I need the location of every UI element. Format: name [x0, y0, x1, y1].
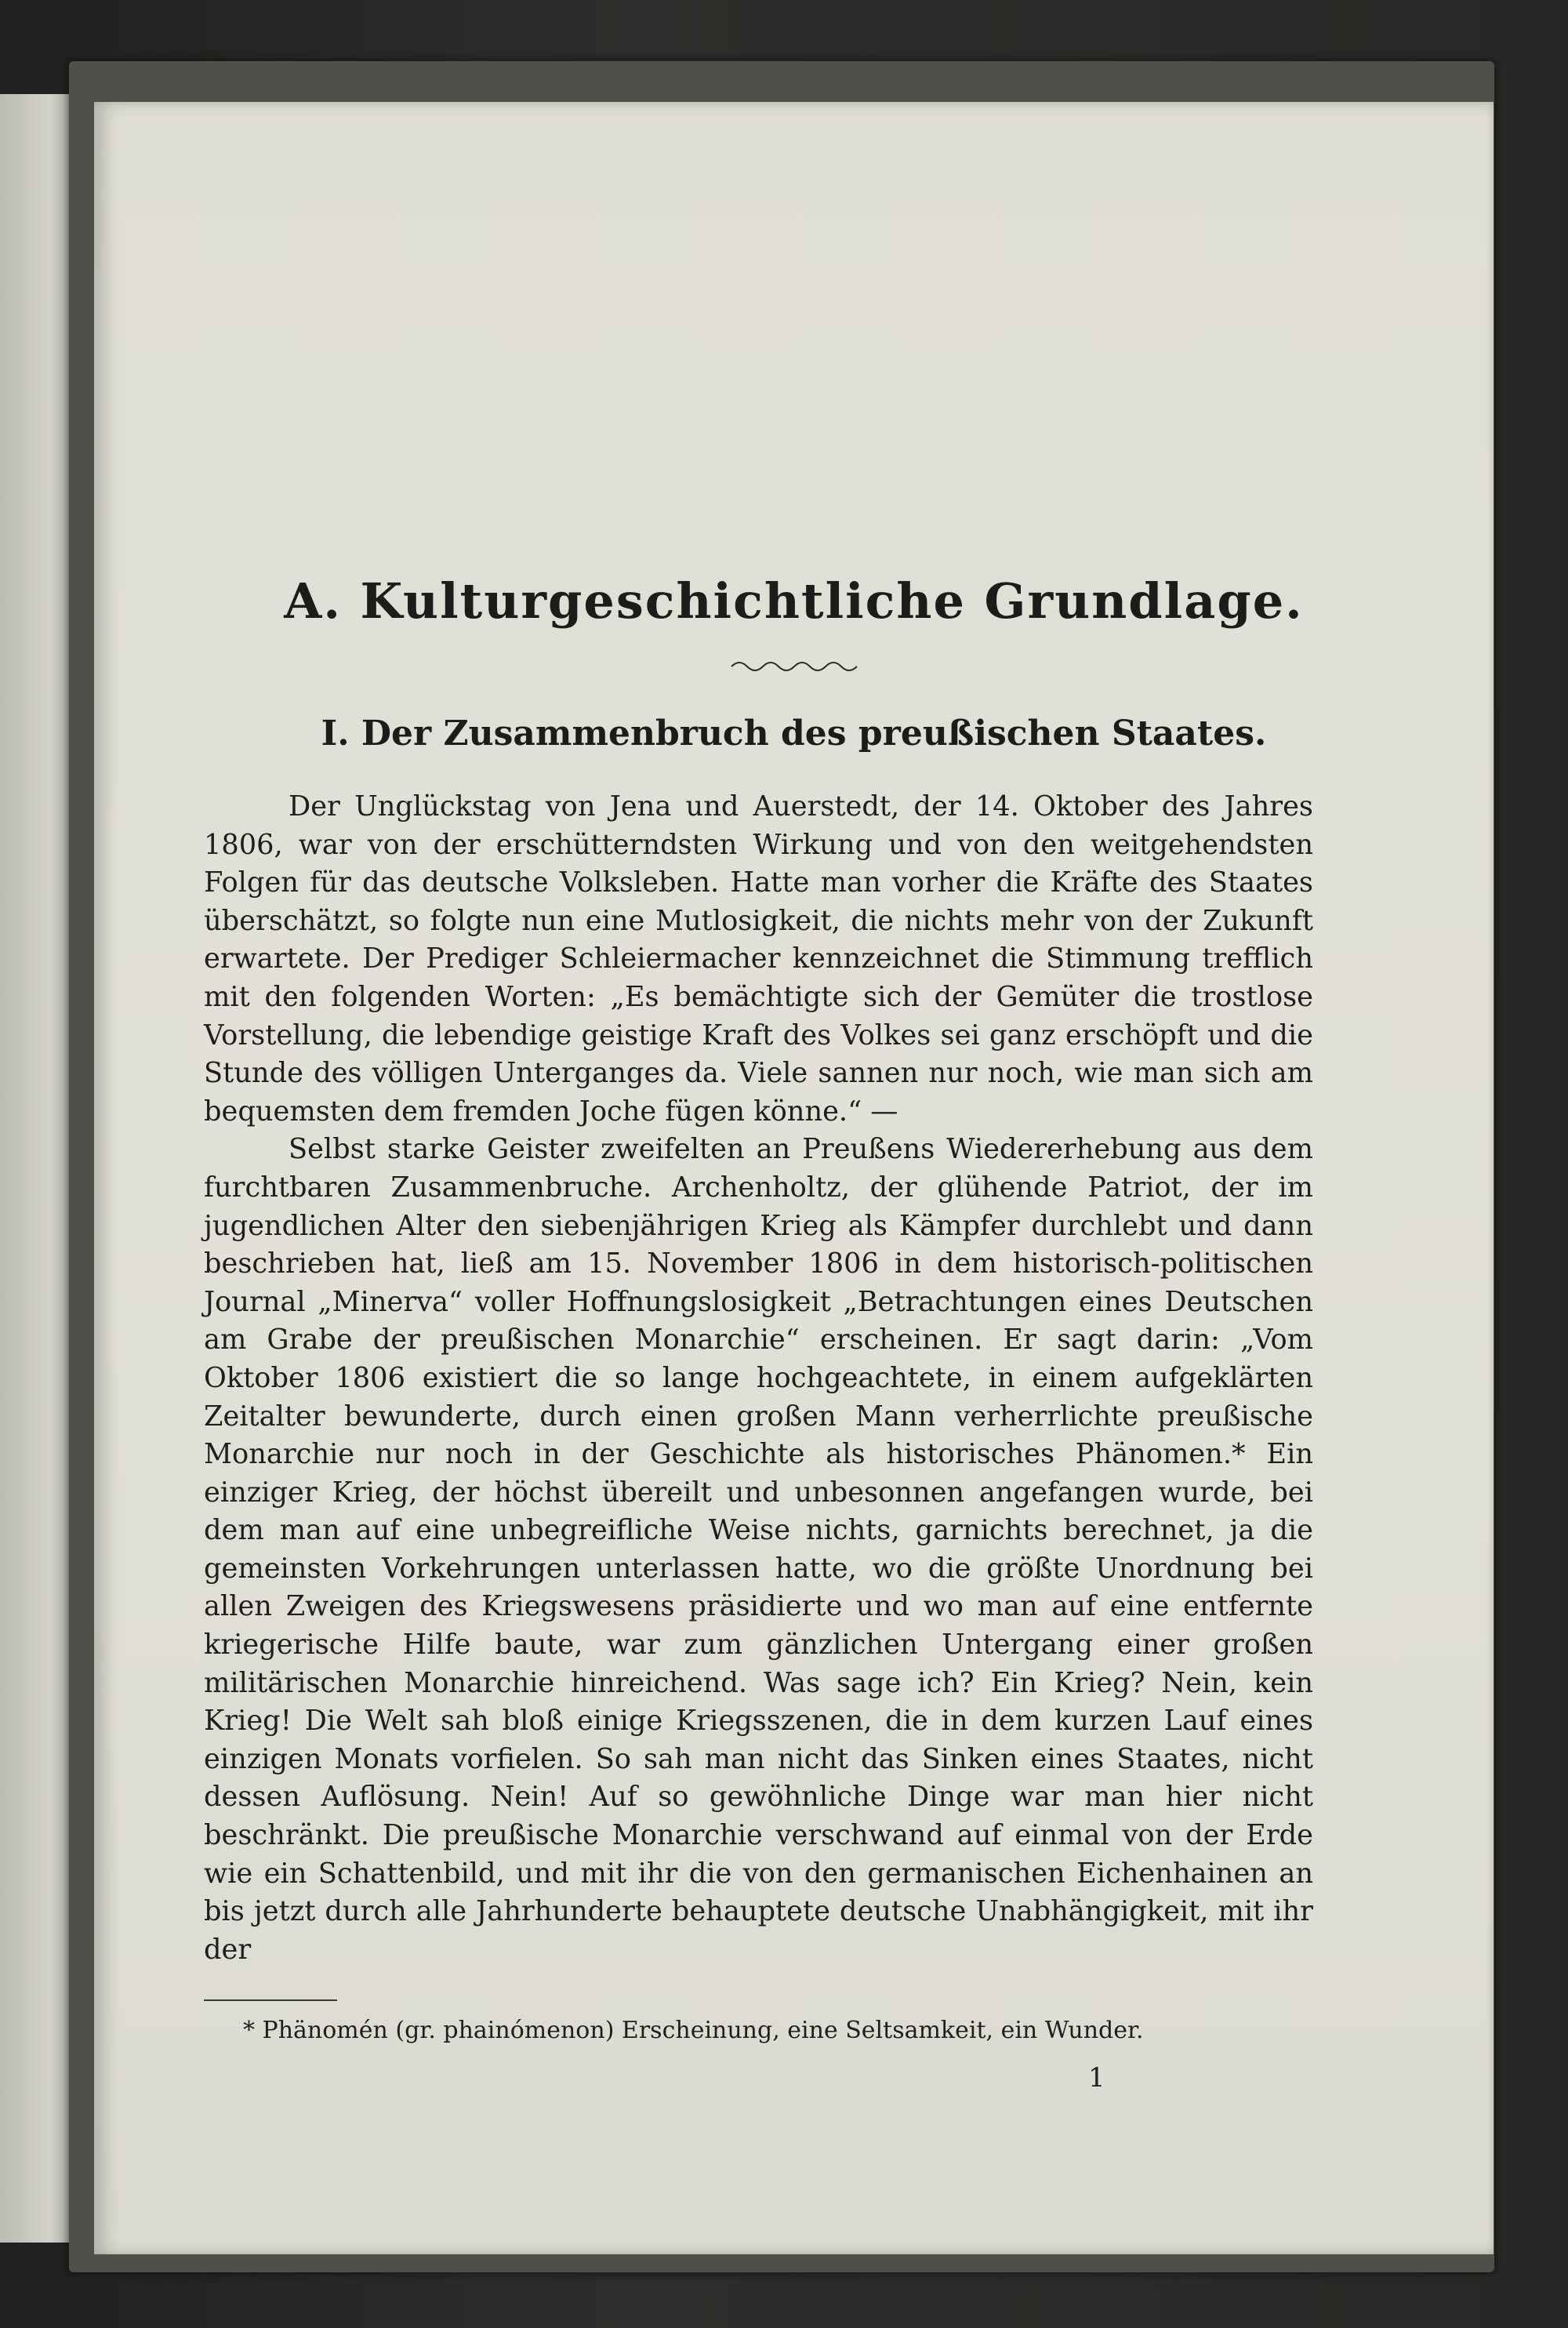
page-number: 1 — [1088, 2062, 1105, 2094]
footnote: * Phänomén (gr. phainómenon) Erscheinung, eine Seltsamkeit, ein Wunder. — [243, 2017, 1144, 2044]
body-text — [204, 788, 1313, 1969]
paragraph-2: Selbst starke Geister zweifelten an Preußens Wiedererhebung aus dem furchtbaren Zusammenbruche. Archenholtz, der glühende Patriot, der im jugendlichen Alter den siebenjährigen Krieg als Kämpfer durchlebt und dann beschrieben hat, ließ am 15. November 1806 in dem historisch-politischen Journal „Minerva“ voller Hoffnungslosigkeit „Betrachtungen eines Deutschen am Grabe der preußischen Monarchie“ erscheinen. Er sagt darin: „Vom Oktober 1806 existiert die so lange hochgeachtete, in einem aufgeklärten Zeitalter bewunderte, durch einen großen Mann verherrlichte preußische Monarchie nur noch in der Geschichte als historisches Phänomen.* Ein einziger Krieg, der höchst übereilt und unbesonnen angefangen wurde, bei dem man auf eine unbegreifliche Weise nichts, garnichts berechnet, ja die gemeinsten Vorkehrungen unterlassen hatte, wo die größte Unordnung bei allen Zweigen des Kriegswesens präsidierte und wo man auf eine entfernte kriegerische Hilfe baute, war zum gänzlichen Untergang einer großen militärischen Monarchie hinreichend. Was sage ich? Ein Krieg? Nein, kein Krieg! Die Welt sah bloß einige Kriegsszenen, die in dem kurzen Lauf eines einzigen Monats vorfielen. So sah man nicht das Sinken eines Staates, nicht dessen Auflösung. Nein! Auf so gewöhnliche Dinge war man hier nicht beschränkt. Die preußische Monarchie verschwand auf einmal von der Erde wie ein Schattenbild, und mit ihr die von den germanischen Eichenhainen an bis jetzt durch alle Jahrhunderte behauptete deutsche Unabhängigkeit, mit ihr der — [204, 1133, 1313, 1966]
paragraph-1: Der Unglückstag von Jena und Auerstedt, der 14. Oktober des Jahres 1806, war von der erschütterndsten Wirkung und von den weitgehendsten Folgen für das deutsche Volksleben. Hatte man vorher die Kräfte des Staates überschätzt, so folgte nun eine Mutlosigkeit, die nichts mehr von der Zukunft erwartete. Der Prediger Schleiermacher kennzeichnet die Stimmung trefflich mit den folgenden Worten: „Es bemächtigte sich der Gemüter die trostlose Vorstellung, die lebendige geistige Kraft des Volkes sei ganz erschöpft und die Stunde des völligen Unterganges da. Viele sannen nur noch, wie man sich am bequemsten dem fremden Joche fügen könne.“ — — [204, 790, 1313, 1128]
footnote-divider — [204, 1999, 337, 2001]
main-title: A. Kulturgeschichtliche Grundlage. — [284, 572, 1304, 630]
wave-ornament-icon — [728, 655, 861, 678]
ornament-divider — [94, 655, 1494, 678]
previous-page-edge — [0, 94, 74, 2243]
book-page — [94, 102, 1494, 2254]
section-title: I. Der Zusammenbruch des preußischen Staates. — [321, 714, 1267, 754]
